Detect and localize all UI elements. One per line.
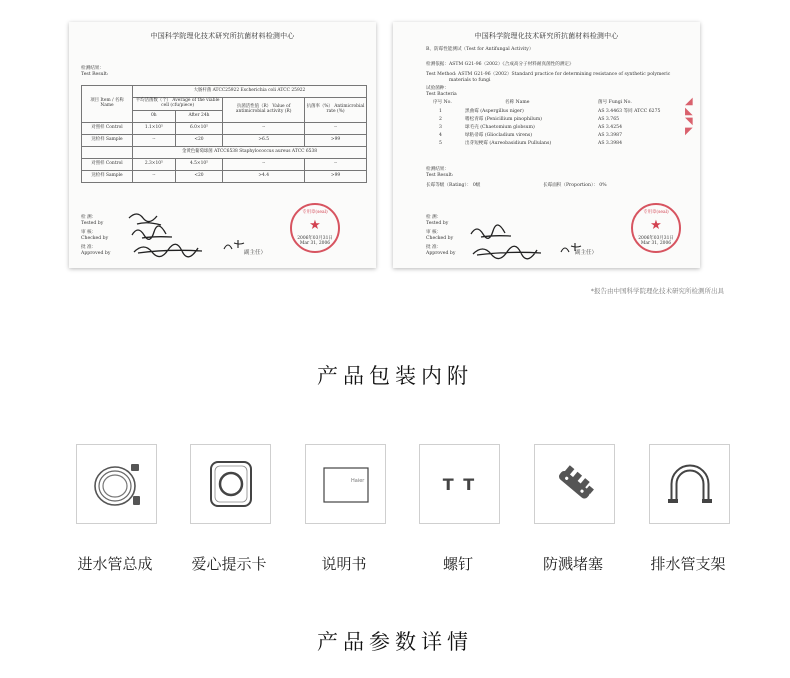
fungi-no: 1 [439, 109, 442, 114]
checked-by-label-en: Checked by [426, 236, 454, 241]
params-heading: 产品参数详情 [317, 630, 473, 654]
test-line: 检测依据：ASTM G21-96（2002）《合成高分子材料耐真菌性的测定》 [426, 62, 574, 67]
manual-brand: Haier [351, 478, 365, 484]
certificate-title: 中国科学院理化技术研究所抗菌材料检测中心 [150, 32, 295, 40]
fungi-name: 黑曲霉 (Aspergillus niger) [465, 109, 524, 114]
package-item-box [649, 444, 730, 524]
package-heading: 产品包装内附 [317, 364, 473, 388]
table-cell: 对照样 Control [82, 158, 133, 170]
table-row [82, 134, 367, 146]
table-cell [82, 146, 133, 158]
splash-plug-icon [545, 454, 605, 514]
result-label-en: Test Result: [81, 72, 109, 77]
table-cell: 平均活菌数（个） Average of the viable cell (cfu/piece) [133, 98, 223, 111]
package-item-label: 防溅堵塞 [542, 555, 603, 573]
table-cell: 抗菌活性值（R） Value of antimicrobial activity (R) [223, 98, 305, 123]
approved-by-label-en: Approved by [426, 251, 456, 256]
package-item-box [534, 444, 615, 524]
fungi-name: 嗜松青霉 (Penicillium pinophilum) [465, 117, 542, 122]
fungi-no: 2 [439, 117, 442, 122]
package-item-box [305, 444, 386, 524]
col-fungi-no: 菌号 Fungi No. [598, 100, 632, 105]
table-cell: -- [223, 158, 305, 170]
table-cell: 4.5×10⁵ [175, 158, 223, 170]
result-label-en: Test Result: [426, 173, 454, 178]
approver-title: 副主任） [244, 250, 267, 256]
package-item-label: 排水管支架 [650, 555, 726, 573]
tip-card-icon [201, 454, 261, 514]
star-icon: ★ [309, 218, 321, 233]
approved-by-label-en: Approved by [81, 251, 111, 256]
result-label: 检测结果： [426, 167, 449, 172]
table-row [82, 158, 367, 170]
checked-by-label: 审 核： [426, 230, 442, 235]
seal-date-en: Mar 31, 2006 [299, 241, 331, 246]
package-item-box [76, 444, 157, 524]
table-cell: 送检样 Sample [82, 134, 133, 146]
fungi-no: 3 [439, 125, 442, 130]
approved-by-label: 批 准： [81, 245, 97, 250]
manual-icon [316, 454, 376, 514]
test-line: Test Method: ASTM G21-96（2002）Standard practice for determining resistance of synthetic polymeric [426, 72, 671, 77]
fungi-code: AS 3.3987 [598, 133, 622, 138]
results-table [81, 85, 367, 183]
table-row [82, 122, 367, 134]
table-cell: 0h [133, 110, 176, 122]
table-cell: -- [133, 134, 176, 146]
rating-value: 长霉等级（Rating）： 0级 [426, 183, 481, 188]
star-icon: ★ [650, 218, 662, 233]
seal-date-en: Mar 31, 2006 [640, 241, 672, 246]
table-cell: <20 [175, 170, 223, 182]
test-line: Test Bacteria [426, 92, 457, 97]
table-cell: 送检样 Sample [82, 170, 133, 182]
certificate-antifungal [393, 22, 700, 268]
table-cell: 对照样 Control [82, 122, 133, 134]
inlet-hose-icon [87, 454, 147, 514]
seal-date: 2006年03月31日 [638, 236, 674, 241]
package-item-label: 进水管总成 [77, 555, 153, 573]
seal-label: 专用章(seal) [643, 210, 669, 215]
fungi-code: AS 3.4463 等同 ATCC 6275 [598, 109, 661, 114]
table-cell: -- [133, 170, 176, 182]
fungi-name: 球毛壳 (Chaetomium globsum) [465, 125, 535, 130]
tested-by-label: 检 测： [81, 215, 97, 220]
package-items [76, 444, 729, 524]
table-cell: >99 [305, 170, 367, 182]
checked-by-label: 审 核： [81, 230, 97, 235]
fungi-no: 5 [439, 141, 442, 146]
table-cell: 项目 Item / 名称 Name [82, 86, 133, 123]
fungi-name: 出芽短梗霉 (Aureobasidium Pullulans) [465, 141, 552, 146]
fungi-name: 绿粘帚霉 (Gliocladium virens) [465, 133, 533, 138]
package-item-label: 说明书 [321, 555, 367, 573]
table-cell: >99 [305, 134, 367, 146]
red-edge-mark: ◢ ◣ ◥ ◤ [685, 96, 693, 137]
table-cell: 6.0×10⁵ [175, 122, 223, 134]
table-cell: >6.5 [223, 134, 305, 146]
col-no: 序号 No. [433, 100, 452, 105]
drain-bracket-icon [660, 454, 720, 514]
certificate-antibacterial [69, 22, 376, 268]
fungi-code: AS 3.4254 [598, 125, 622, 130]
red-seal-stamp [631, 203, 681, 253]
table-cell: -- [305, 122, 367, 134]
table-cell: -- [305, 158, 367, 170]
table-cell: 抗菌率（%） Antimicrobial rate (%) [305, 98, 367, 123]
result-label: 检测结果： [81, 66, 104, 71]
seal-label: 专用章(seal) [302, 210, 328, 215]
table-cell: -- [223, 122, 305, 134]
approved-by-label: 批 准： [426, 245, 442, 250]
package-item-box [419, 444, 500, 524]
tested-by-label-en: Tested by [426, 221, 449, 226]
report-note: *报告由中国科学院理化技术研究所检测所出具 [590, 287, 724, 295]
table-row [82, 170, 367, 182]
table-cell: <20 [175, 134, 223, 146]
proportion-value: 长霉面积（Proportion）： 0% [543, 183, 607, 188]
package-item-label: 螺钉 [442, 555, 473, 573]
fungi-code: AS 3.765 [598, 117, 620, 122]
tested-by-label-en: Tested by [81, 221, 104, 226]
fungi-no: 4 [439, 133, 442, 138]
table-cell: 金黄色葡萄球菌 ATCC6538 Staphylococcus aureus ATCC 6538 [133, 146, 367, 158]
test-line: 试验菌种： [426, 86, 449, 91]
screws-icon: T T [442, 474, 477, 494]
certificate-title: 中国科学院理化技术研究所抗菌材料检测中心 [474, 32, 619, 40]
col-name: 名称 Name [505, 100, 530, 105]
red-seal-stamp [290, 203, 340, 253]
package-item-label: 爱心提示卡 [191, 555, 267, 573]
test-line: materials to fungi [449, 78, 491, 83]
fungi-code: AS 3.3984 [598, 141, 622, 146]
table-cell: 1.1×10⁵ [133, 122, 176, 134]
test-line: B、防霉性能测试（Test for Antifungal Activity） [426, 47, 534, 52]
table-cell: After 24h [175, 110, 223, 122]
table-cell: 2.3×10⁵ [133, 158, 176, 170]
approver-title: 副主任） [575, 250, 598, 256]
table-cell: 大肠杆菌 ATCC25922 Escherichia coli ATCC 25922 [133, 86, 367, 98]
tested-by-label: 检 测： [426, 215, 442, 220]
package-item-box [190, 444, 271, 524]
table-cell: >4.4 [223, 170, 305, 182]
checked-by-label-en: Checked by [81, 236, 109, 241]
seal-date: 2006年03月31日 [297, 236, 333, 241]
